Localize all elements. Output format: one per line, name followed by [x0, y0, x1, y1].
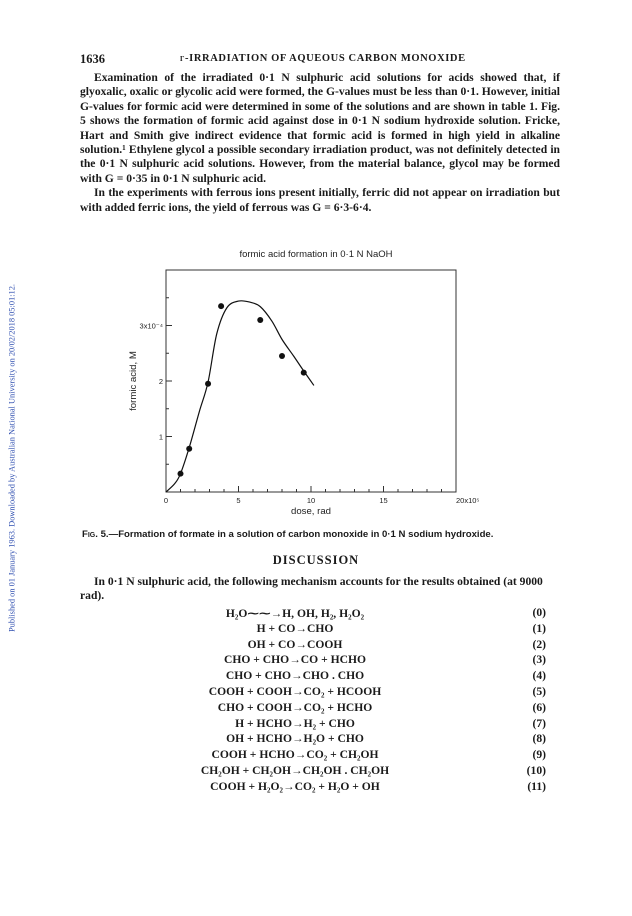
y-tick-label: 3x10⁻⁴: [139, 321, 163, 331]
equation-formula: COOH + COOH→CO₂ + HCOOH: [208, 685, 382, 698]
page-number: 1636: [80, 52, 105, 66]
x-tick-label: 15: [379, 496, 388, 505]
equation-number: (3): [532, 653, 546, 667]
x-tick-label: 5: [236, 496, 241, 505]
equation-number: (4): [532, 669, 546, 683]
equation-number: (2): [532, 637, 546, 651]
y-tick-label: 1: [158, 432, 163, 442]
data-points: [178, 303, 307, 477]
caption-text: —Formation of formate in a solution of carbon monoxide in 0·1 N sodium hydroxide.: [108, 529, 494, 540]
equation-row: [80, 669, 560, 685]
equation-row: [80, 622, 560, 638]
equation-row: [80, 653, 560, 669]
data-point: [279, 353, 285, 359]
equation-formula: H + CO→CHO: [256, 621, 334, 635]
data-point: [205, 381, 211, 387]
equation-number: (7): [532, 716, 546, 730]
x-axis-label: dose, rad: [290, 506, 332, 517]
equation-formula: COOH + H₂O₂→CO₂ + H₂O + OH: [210, 779, 380, 793]
equation-formula: H₂O⁓⁓→H, OH, H₂, H₂O₂: [225, 607, 365, 620]
equation-row: [80, 606, 560, 622]
equation-number: (9): [532, 748, 546, 762]
equation-number: (1): [532, 621, 546, 635]
tick-labels: [140, 322, 480, 506]
y-tick-label: 2: [158, 377, 163, 386]
data-point: [178, 471, 184, 477]
equation-formula: CH₂OH + CH₂OH→CH₂OH . CH₂OH: [200, 764, 390, 777]
equation-row: [80, 717, 560, 733]
equation-formula: OH + CO→COOH: [247, 637, 343, 651]
equation-row: [80, 764, 560, 780]
paragraph: In the experiments with ferrous ions present initially, ferric did not appear on irradiation but with added ferric ions, the yield of ferrous was G = 6·3-6·4.: [80, 186, 560, 214]
caption-label: Fig. 5.: [82, 529, 109, 540]
equation-formula: CHO + COOH→CO₂ + HCHO: [217, 700, 373, 714]
equation-number: (6): [532, 700, 546, 714]
discussion-intro: In 0·1 N sulphuric acid, the following mechanism accounts for the results obtained (at 9000 rad).: [80, 575, 543, 603]
figure-caption: [82, 529, 562, 540]
running-title: γ-IRRADIATION OF AQUEOUS CARBON MONOXIDE: [180, 53, 466, 64]
chart-title: formic acid formation in 0·1 N NaOH: [239, 249, 393, 260]
equation-row: [80, 701, 560, 717]
equation-number: (10): [526, 764, 546, 777]
x-tick-label: 10: [306, 496, 316, 505]
data-point: [257, 317, 263, 323]
equation-row: [80, 780, 560, 796]
equation-row: [80, 638, 560, 654]
equation-formula: H + HCHO→H₂ + CHO: [235, 716, 355, 730]
data-point: [186, 446, 192, 452]
equation-number: (11): [527, 779, 546, 793]
fitted-curve: [166, 301, 314, 492]
equation-number: (5): [532, 685, 546, 698]
equation-row: [80, 685, 560, 701]
equation-formula: CHO + CHO→CHO . CHO: [225, 669, 365, 683]
data-point: [301, 370, 307, 376]
equation-number: (8): [532, 732, 546, 746]
paragraph: Examination of the irradiated 0·1 N sulphuric acid solutions for acids showed that, if glyoxalic, oxalic or glycolic acid were formed, the G-values must be less than 0·1. However, initial G-values for formic acid were determined in some of the solutions and are shown in table 1. Fig. 5 shows the formation of formic acid against dose in 0·1 N sodium hydroxide solution. Fricke, Hart and Smith give indirect evidence that formic acid is formed in high yield in alkaline solution.¹ Ethylene glycol a possible secondary irradiation product, was not definitely detected in the 0·1 N sulphuric acid solutions. However, from the material balance, glycol may be formed with G = 0·35 in 0·1 N sulphuric acid.: [80, 71, 560, 185]
y-axis-label: formic acid, M: [128, 351, 139, 411]
equation-row: [80, 732, 560, 748]
section-title: DISCUSSION: [272, 553, 360, 567]
x-tick-label: 20x10⁵: [456, 496, 480, 505]
equation-formula: OH + HCHO→H₂O + CHO: [226, 732, 364, 746]
equation-row: [80, 748, 560, 764]
equation-formula: CHO + CHO→CO + HCHO: [223, 653, 367, 667]
equation-formula: COOH + HCHO→CO₂ + CH₂OH: [211, 748, 379, 762]
x-tick-label: 0: [163, 496, 169, 505]
download-watermark: Published on 01 January 1963. Downloaded by Australian National University on 20/02/2018 05:01:12.: [7, 284, 17, 632]
equation-number: (0): [532, 606, 546, 619]
data-point: [218, 303, 224, 309]
